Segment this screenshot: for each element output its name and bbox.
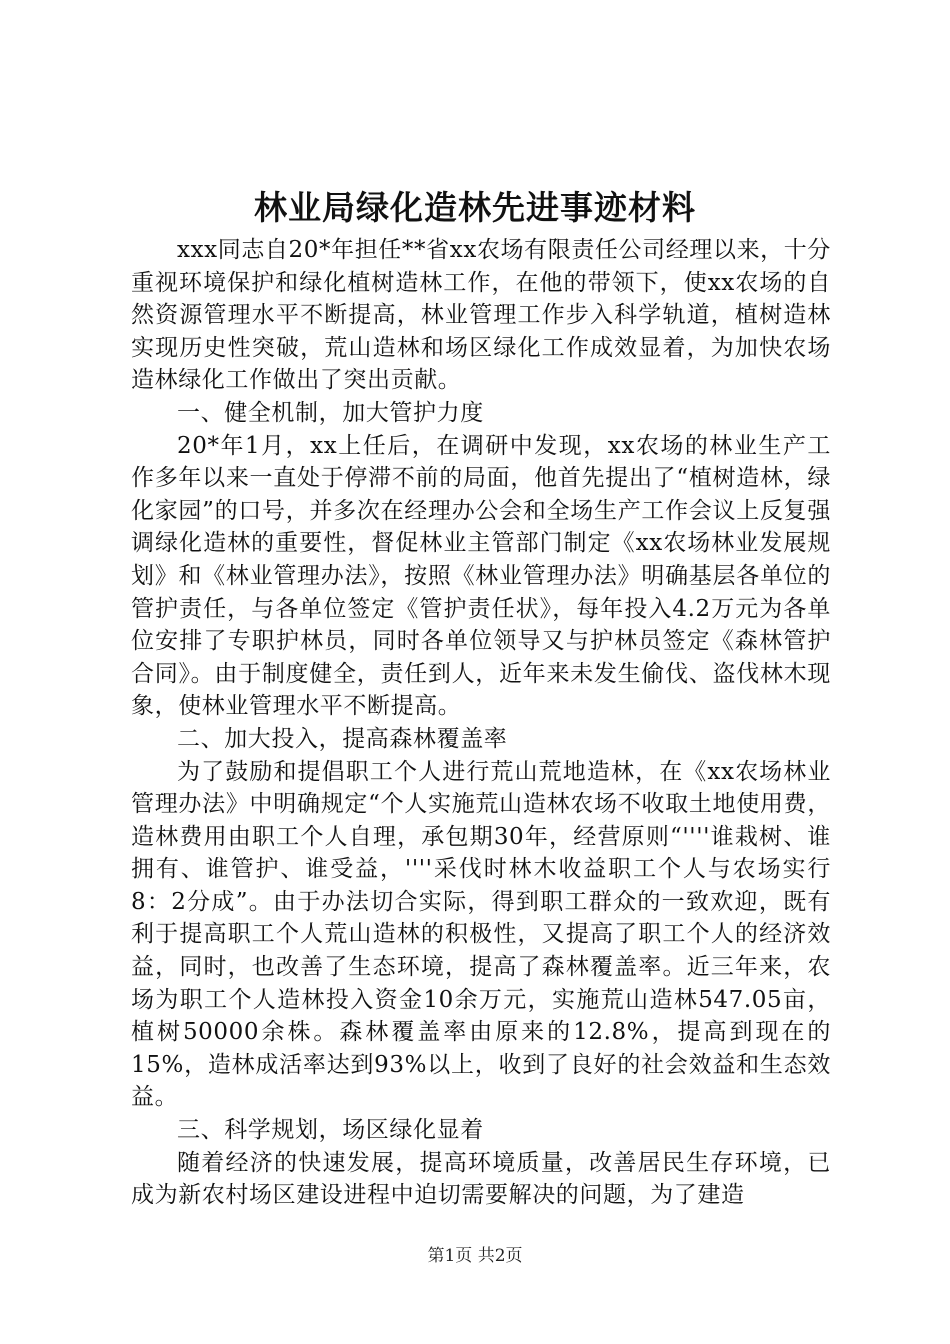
- paragraph-section-1: 20*年1月，xx上任后，在调研中发现，xx农场的林业生产工作多年以来一直处于停滞不前的局面，他首先提出了“植树造林，绿化家园”的口号，并多次在经理办公会和全场生产工作会议上反复强调绿化造林的重要性，督促林业主管部门制定《xx农场林业发展规划》和《林业管理办法》，按照《林业管理办法》明确基层各单位的管护责任，与各单位签定《管护责任状》，每年投入4.2万元为各单位安排了专职护林员，同时各单位领导又与护林员签定《森林管护合同》。由于制度健全，责任到人，近年来未发生偷伐、盗伐林木现象，使林业管理水平不断提高。: [131, 432, 831, 720]
- section-heading-3: 三、科学规划，场区绿化显着: [177, 1117, 484, 1144]
- section-heading-1: 一、健全机制，加大管护力度: [177, 399, 484, 426]
- paragraph-section-3: 随着经济的快速发展，提高环境质量，改善居民生存环境，已成为新农村场区建设进程中迫切需要解决的问题，为了建造: [131, 1149, 831, 1209]
- section-heading-2: 二、加大投入，提高森林覆盖率: [177, 725, 508, 752]
- paragraph-section-2: 为了鼓励和提倡职工个人进行荒山荒地造林，在《xx农场林业管理办法》中明确规定“个人实施荒山造林农场不收取土地使用费，造林费用由职工个人自理，承包期30年，经营原则“''''谁栽树、谁拥有、谁管护、谁受益，''''采伐时林木收益职工个人与农场实行8：2分成”。由于办法切合实际，得到职工群众的一致欢迎，既有利于提高职工个人荒山造林的积极性，又提高了职工个人的经济效益，同时，也改善了生态环境，提高了森林覆盖率。近三年来，农场为职工个人造林投入资金10余万元，实施荒山造林547.05亩，植树50000余株。森林覆盖率由原来的12.8%，提高到现在的15%，造林成活率达到93%以上，收到了良好的社会效益和生态效益。: [131, 758, 831, 1111]
- document-body: [131, 234, 831, 1212]
- document-title: 林业局绿化造林先进事迹材料: [254, 188, 696, 227]
- paragraph-intro: xxx同志自20*年担任**省xx农场有限责任公司经理以来，十分重视环境保护和绿化植树造林工作，在他的带领下，使xx农场的自然资源管理水平不断提高，林业管理工作步入科学轨道，植树造林实现历史性突破，荒山造林和场区绿化工作成效显着，为加快农场造林绿化工作做出了突出贡献。: [131, 237, 831, 394]
- page-footer: 第1页 共2页: [427, 1246, 523, 1266]
